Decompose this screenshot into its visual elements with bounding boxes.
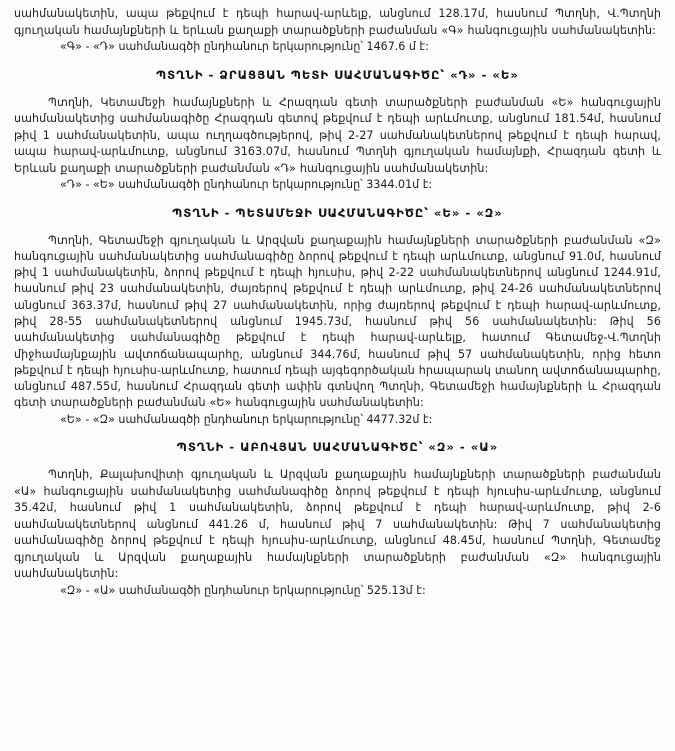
- summary-line-za-a: «Զ» - «Ա» սահմանագծի ընդհանուր երկարությունը՝ 525.13մ է:: [60, 583, 426, 597]
- summary-line-ye-za: «Ե» - «Զ» սահմանագծի ընդհանուր երկարությունը՝ 4477.32մ է:: [60, 412, 433, 426]
- summary-line-gamma-delta: «Գ» - «Դ» սահմանագծի ընդհանուր երկարությունը՝ 1467.6 մ է:: [60, 40, 429, 53]
- section-heading-ptghni-petamej: [14, 194, 661, 233]
- heading-text: ՊՏՂՆԻ - ՊԵՏԱՄԵՋԻ ՍԱՀՄԱՆԱԳԻԾԸ՝ «Ե» - «Զ»: [172, 205, 503, 220]
- paragraph-intro-continuation: սահմանակետին, ապա թեքվում է դեպի հարավ-արևելք, անցնում 128.17մ, հասնում Պտղնի, Վ.Պտղնի գյուղական համայնքների և երևան քաղաքի տարածքների բաժանման «Գ» հանգուցային սահմանակետին:: [14, 7, 661, 37]
- paragraph-body-ptghni-abovyan: Պտղնի, Քալախովիտի գյուղական և Արզվան քաղաքային համայնքների տարածքների բաժանման «Ա» հանգուցային սահմանակետից սահմանագիծը ձորով թեքվում է դեպի հյուսիս-արևմուտք, անցնում 35.42մ, հասնում թիվ 1 սահմանակետին, ձորով թեքվում է դեպի հարավ-արևմուտք, թիվ 2-6 սահմանակետներով անցնում 441.26 մ, հասնում թիվ 7 սահմանակետին: Թիվ 7 սահմանակետից սահմանագիծը ձորով թեքվում է դեպի հյուսիս-արևմուտք, անցնում 48.45մ, հասնում Պտղնի, Գետամեջ գյուղական և Արզվան քաղաքային համայնքների տարածքների բաժանման «Զ» հանգուցային սահմանակետին:: [14, 468, 661, 581]
- summary-line-delta-ye: «Դ» - «Ե» սահմանագծի ընդհանուր երկարությունը՝ 3344.01մ է:: [60, 178, 433, 191]
- heading-text: ՊՏՂՆԻ - ԱԲՈՎՅԱՆ ՍԱՀՄԱՆԱԳԻԾԸ՝ «Զ» - «Ա»: [176, 440, 499, 455]
- paragraph-body-ptghni-dratsyan: Պտղնի, Կետամեջի համայնքների և Հրազդան գետի տարածքների բաժանման «Ե» հանգուցային սահմանակետից սահմանագիծը Հրազդան գետով թեքվում է դեպի արևմուտք, անցնում 181.54մ, հասնում թիվ 1 սահմանակետին, ապա ուղղագծությերով, թիվ 2-27 սահմանակետներով թեքվում է դեպի հարավ, ապա հարավ-արևմուտք, անցնում 3163.07մ, հասնում Պտղնի գյուղական համայնքի, Հրազդան գետի և Երևան քաղաքի տարածքների բաժանման «Դ» հանգուցային սահմանակետին:: [14, 95, 661, 175]
- heading-text: ՊՏՂՆԻ - ՁՐԱՑՅԱՆ ՊԵՏԻ ՍԱՀՄԱՆԱԳԻԾԸ՝ «Դ» - «Ե»: [156, 67, 519, 82]
- section-heading-ptghni-dratsyan: [14, 56, 661, 95]
- section-heading-ptghni-abovyan: [14, 428, 661, 467]
- paragraph-body-ptghni-petamej: Պտղնի, Գետամեջի գյուղական և Արզվան քաղաքային համայնքների տարածքների բաժանման «Զ» հանգուցային սահմանակետից սահմանագիծը ձորով թեքվում է դեպի արևմուտք, անցնում 91.0մ, հասնում թիվ 1 սահմանակետին, ձորով թեքվում է դեպի հյուսիս, թիվ 2-22 սահմանակետներով անցնում 1244.91մ, հասնում թիվ 23 սահմանակետին, ժայռերով թեքվում է դեպի արևմուտք, թիվ 24-26 սահմանակետներով անցնում 363.37մ, հասնում թիվ 27 սահմանակետին, որից ժայռերով թեքվում է դեպի հարավ-արևմուտք, թիվ 28-55 սահմանակետներով անցնում 1945.73մ, հասնում թիվ 56 սահմանակետին: Թիվ 56 սահմանակետից սահմանագիծը թեքվում է դեպի հարավ-արևելք, հատում Գետամեջ-Վ.Պտղնի միջհամայնքային ավտոճանապարհը, անցնում 344.76մ, հասնում թիվ 57 սահմանակետին, որից հետո թեքվում է դեպի հյուսիս-արևմուտք, հատում դեպի այգեգործական հրապարակ տանող ավտոճանապարհը, անցնում 487.55մ, հասնում Հրազդան գետի ափին գտնվող Պտղնի, Գետամեջի համայնքների և Հրազդան գետի տարածքների բաժանման «Ե» հանգուցային սահմանակետին:: [14, 233, 661, 410]
